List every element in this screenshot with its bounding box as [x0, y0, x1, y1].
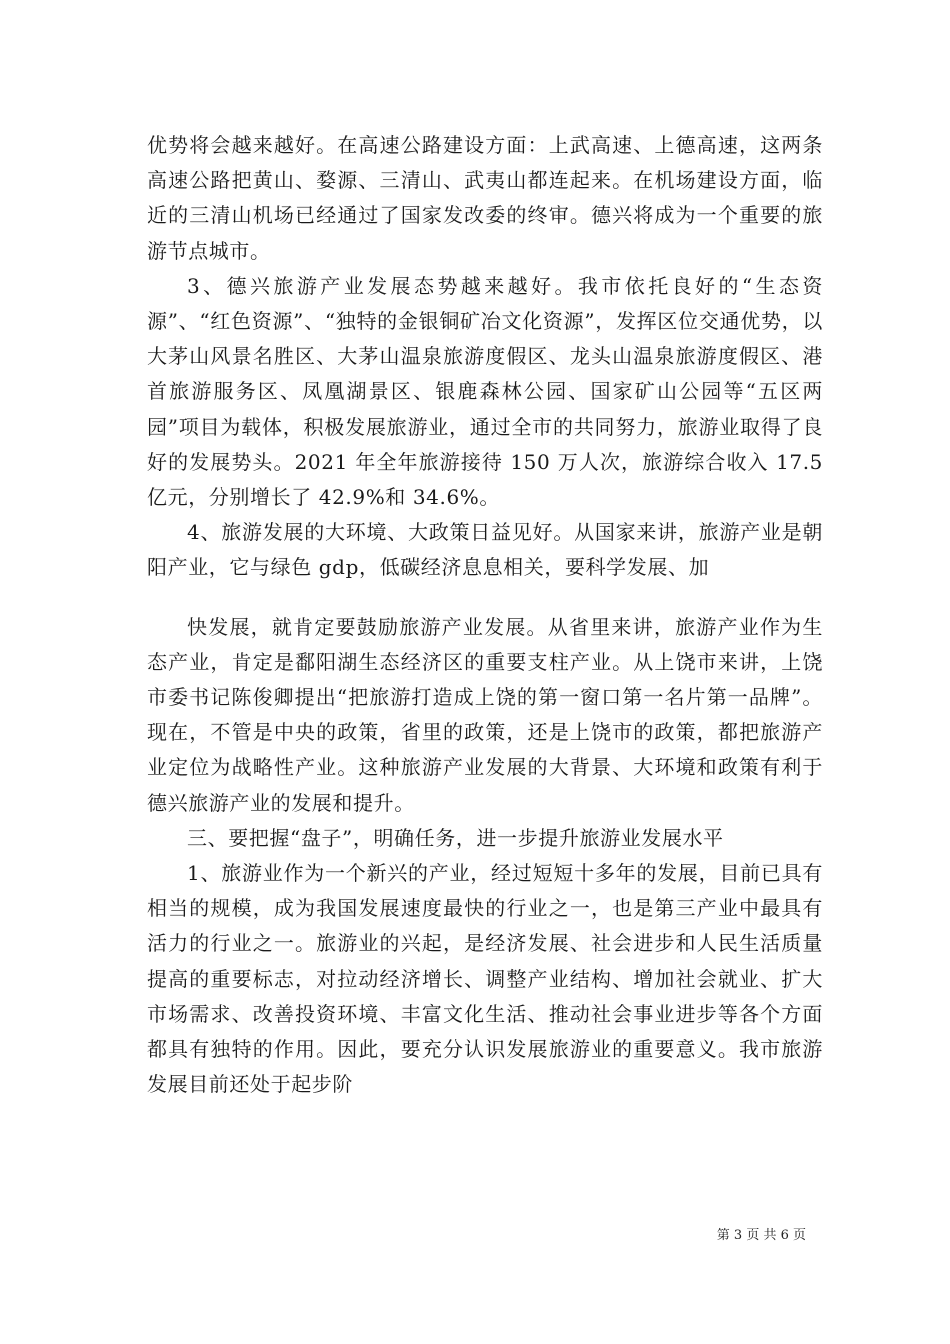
- document-body: [147, 128, 823, 1102]
- page-indicator: 第 3 页 共 6 页: [716, 1228, 806, 1243]
- section-heading: 三、要把握“盘子”，明确任务，进一步提升旅游业发展水平: [187, 825, 724, 850]
- paragraph-4: 快发展，就肯定要鼓励旅游产业发展。从省里来讲，旅游产业作为生态产业，肯定是鄱阳湖生态经济区的重要支柱产业。从上饶市来讲，上饶市委书记陈俊卿提出“把旅游打造成上饶的第一窗口第一名片第一品牌”。现在，不管是中央的政策，省里的政策，还是上饶市的政策，都把旅游产业定位为战略性产业。这种旅游产业发展的大背景、大环境和政策有利于德兴旅游产业的发展和提升。: [147, 614, 823, 815]
- paragraph-3: 4、旅游发展的大环境、大政策日益见好。从国家来讲，旅游产业是朝阳产业，它与绿色 gdp，低碳经济息息相关，要科学发展、加: [147, 520, 823, 580]
- paragraph-2: 3、德兴旅游产业发展态势越来越好。我市依托良好的“生态资源”、“红色资源”、“独特的金银铜矿冶文化资源”，发挥区位交通优势，以大茅山风景名胜区、大茅山温泉旅游度假区、龙头山温泉旅游度假区、港首旅游服务区、凤凰湖景区、银鹿森林公园、国家矿山公园等“五区两园”项目为载体，积极发展旅游业，通过全市的共同努力，旅游业取得了良好的发展势头。2021 年全年旅游接待 150 万人次，旅游综合收入 17.5 亿元，分别增长了 42.9%和 34.6%。: [147, 273, 823, 510]
- paragraph-1: 优势将会越来越好。在高速公路建设方面：上武高速、上德高速，这两条高速公路把黄山、婺源、三清山、武夷山都连起来。在机场建设方面，临近的三清山机场已经通过了国家发改委的终审。德兴将成为一个重要的旅游节点城市。: [147, 133, 823, 263]
- paragraph-5: 1、旅游业作为一个新兴的产业，经过短短十多年的发展，目前已具有相当的规模，成为我国发展速度最快的行业之一，也是第三产业中最具有活力的行业之一。旅游业的兴起，是经济发展、社会进步和人民生活质量提高的重要标志，对拉动经济增长、调整产业结构、增加社会就业、扩大市场需求、改善投资环境、丰富文化生活、推动社会事业进步等各个方面都具有独特的作用。因此，要充分认识发展旅游业的重要意义。我市旅游发展目前还处于起步阶: [147, 861, 823, 1097]
